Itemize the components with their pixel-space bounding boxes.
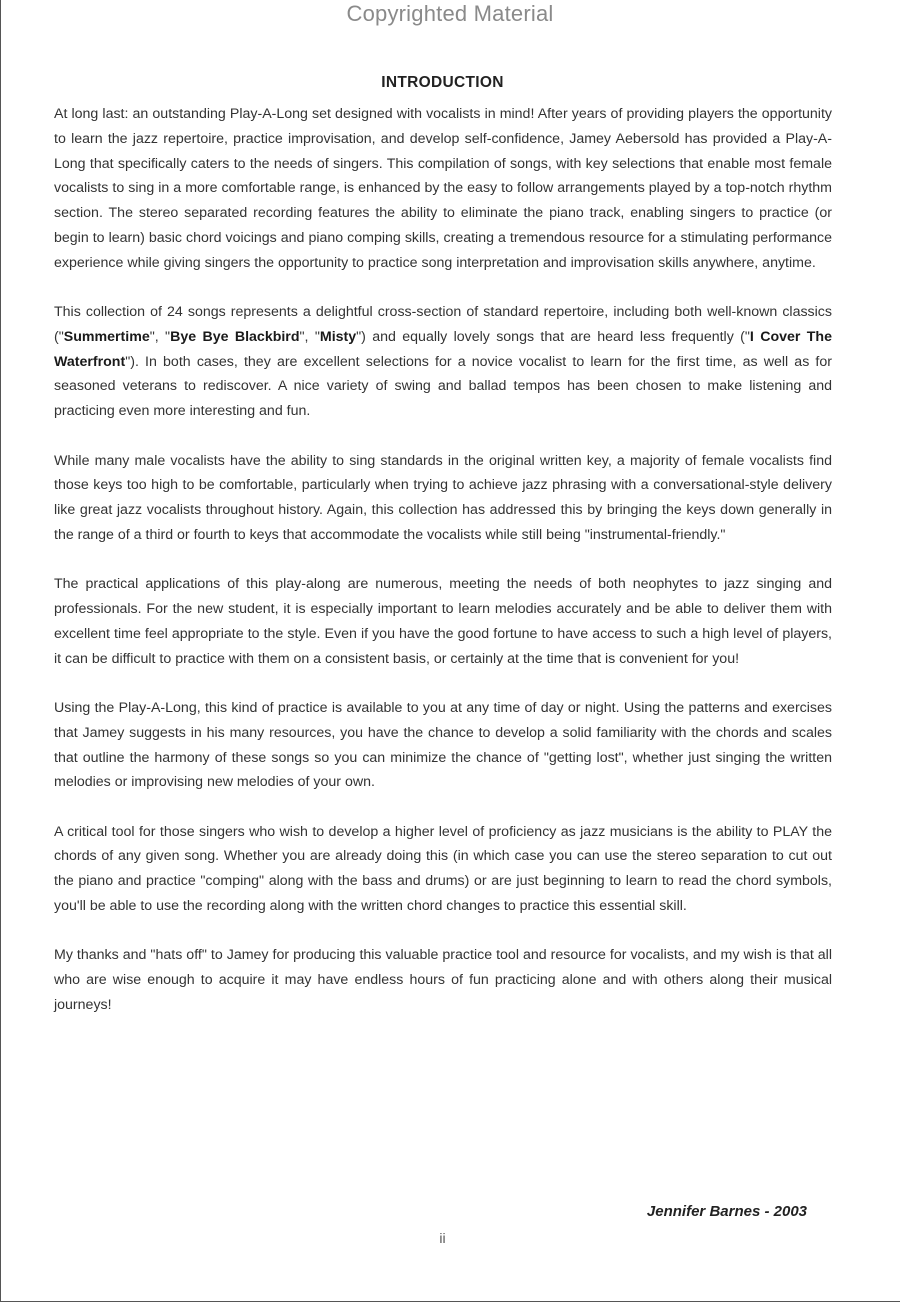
page-title: INTRODUCTION <box>381 74 504 91</box>
paragraph-7: My thanks and "hats off" to Jamey for producing this valuable practice tool and resource for vocalists, and my wish is that all who are wise enough to acquire it may have endless hours of fun practicing alone and with others along their musical journeys! <box>54 947 832 1013</box>
copyright-watermark: Copyrighted Material <box>346 1 554 26</box>
song-title-misty: Misty <box>319 328 357 345</box>
page-border-left <box>0 0 1 1302</box>
paragraph-2-text-d: ") and equally lovely songs that are heard less frequently (" <box>356 328 750 345</box>
song-title-i-cover-the-waterfront: I Cover The Waterfront <box>54 328 832 370</box>
paragraph-3: While many male vocalists have the ability to sing standards in the original written key, a majority of female vocalists find those keys too high to be comfortable, particularly when trying to achieve jazz phrasing with a conversational-style delivery like great jazz vocalists throughout history. Again, this collection has addressed this by bringing the keys down generally in the range of a third or fourth to keys that accommodate the vocalists while still being "instrumental-friendly." <box>54 452 832 543</box>
page-number: ii <box>439 1230 446 1246</box>
paragraph-2-text-b: ", " <box>149 328 171 345</box>
paragraph-2-text-a: This collection of 24 songs represents a delightful cross-section of standard repertoire, including both well-known classics (" <box>54 304 832 345</box>
song-title-bye-bye-blackbird: Bye Bye Blackbird <box>170 328 300 345</box>
paragraph-1: At long last: an outstanding Play-A-Long set designed with vocalists in mind! After years of providing players the opportunity to learn the jazz repertoire, practice improvisation, and develop self-confidence, Jamey Aebersold has provided a Play-A-Long that specifically caters to the needs of singers. This compilation of songs, with key selections that enable most female vocalists to sing in a more comfortable range, is enhanced by the easy to follow arrangements played by a top-notch rhythm section. The stereo separated recording features the ability to eliminate the piano track, enabling singers to practice (or begin to learn) basic chord voicings and piano comping skills, creating a tremendous resource for a stimulating performance experience while giving singers the opportunity to practice song interpretation and improvisation skills anywhere, anytime. <box>54 106 832 271</box>
paragraph-5: Using the Play-A-Long, this kind of practice is available to you at any time of day or night. Using the patterns and exercises that Jamey suggests in his many resources, you have the chance to develop a solid familiarity with the chords and scales that outline the harmony of these songs so you can minimize the chance of "getting lost", whether just singing the written melodies or improvising new melodies of your own. <box>54 699 832 791</box>
paragraph-6: A critical tool for those singers who wish to develop a higher level of proficiency as jazz musicians is the ability to PLAY the chords of any given song. Whether you are already doing this (in which case you can use the stereo separation to cut out the piano and practice "comping" along with the bass and drums) or are just beginning to learn to read the chord symbols, you'll be able to use the recording along with the written chord changes to practice this essential skill. <box>54 823 832 915</box>
paragraph-2 <box>54 300 832 424</box>
paragraph-2-text-e: "). In both cases, they are excellent selections for a novice vocalist to learn for the first time, as well as for seasoned veterans to rediscover. A nice variety of swing and ballad tempos has been chosen to make listening and practicing even more interesting and fun. <box>54 353 832 420</box>
author-signature: Jennifer Barnes - 2003 <box>646 1203 807 1220</box>
introduction-body <box>54 102 832 1042</box>
paragraph-4: The practical applications of this play-along are numerous, meeting the needs of both neophytes to jazz singing and professionals. For the new student, it is especially important to learn melodies accurately and be able to deliver them with excellent time feel appropriate to the style. Even if you have the good fortune to have access to such a high level of players, it can be difficult to practice with them on a consistent basis, or certainly at the time that is convenient for you! <box>54 576 832 667</box>
song-title-summertime: Summertime <box>63 328 150 345</box>
paragraph-2-text-c: ", " <box>299 328 320 345</box>
